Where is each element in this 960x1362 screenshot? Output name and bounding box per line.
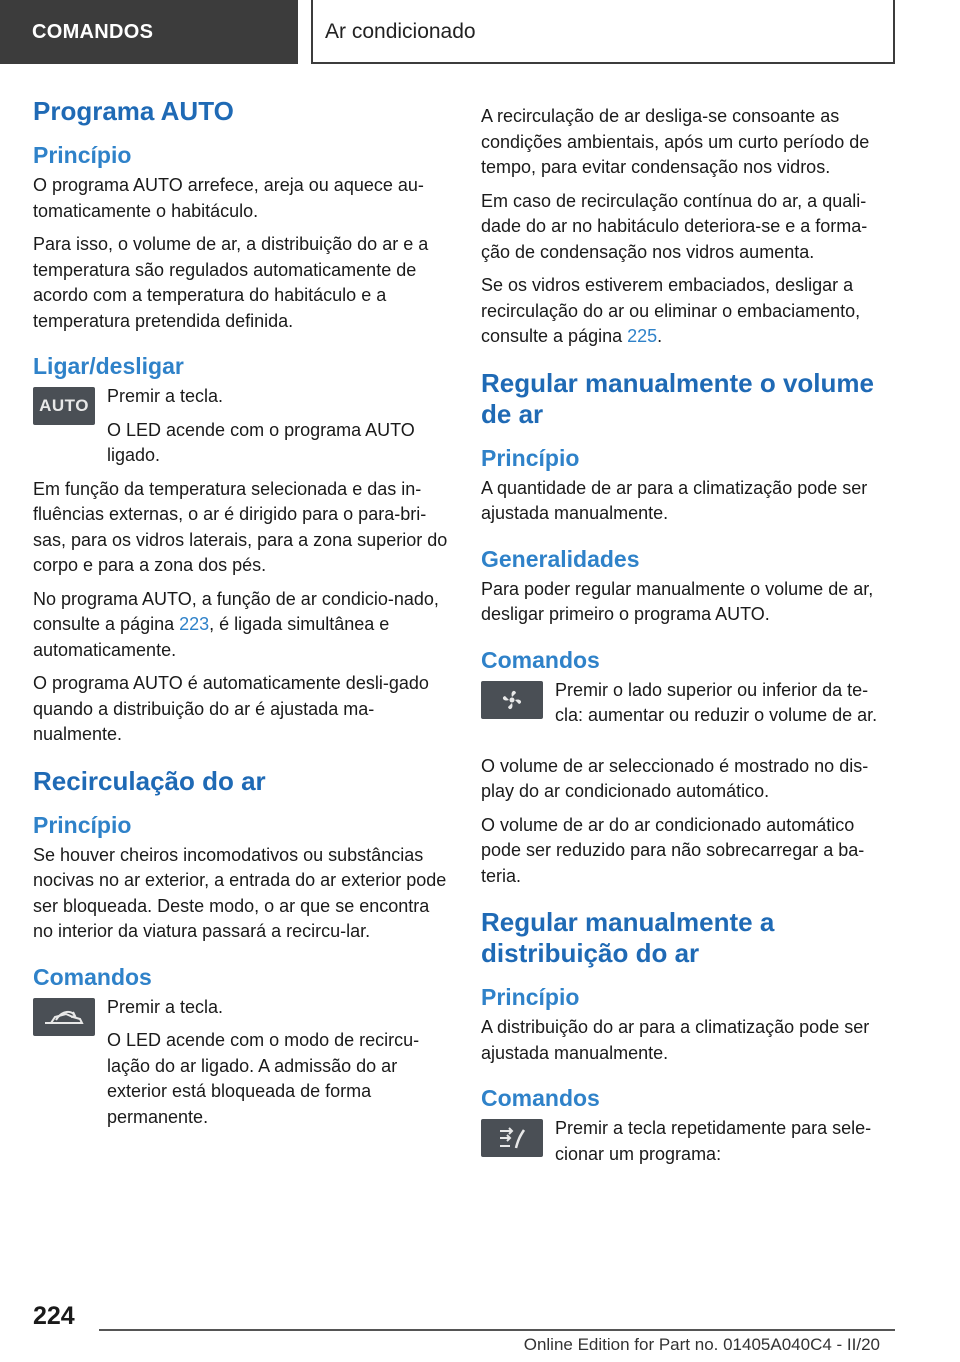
page-link-223[interactable]: 223 [179,614,210,634]
control-distribution [481,1116,896,1184]
auto-button-icon [33,387,95,425]
subheading-comandos: Comandos [481,1085,600,1111]
heading-distribuicao: Regular manualmente a distribuição do ar [481,907,775,968]
control-text: O LED acende com o modo de recircu-lação do ar ligado. A admissão do ar exterior está bloqueada de forma permanente. [107,1030,420,1127]
heading-volume-ar: Regular manualmente o volume de ar [481,367,874,429]
control-recirc [33,995,448,1131]
fan-icon [481,681,543,719]
left-column [33,96,448,1138]
page-number: 224 [33,1302,75,1330]
subheading-principio: Princípio [33,811,132,838]
subheading-generalidades: Generalidades [481,545,640,572]
control-auto [33,384,448,469]
control-fan [481,678,896,746]
edition-note: Online Edition for Part no. 01405A040C4 - II/20 [523,1335,880,1354]
page-link-225[interactable]: 225 [627,326,658,346]
paragraph: O programa AUTO arrefece, areja ou aquece au-tomaticamente o habitáculo. [33,175,424,221]
control-text: Premir a tecla. [107,386,224,406]
subheading-ligar-desligar: Ligar/desligar [33,353,184,379]
right-column [481,104,896,1192]
auto-button-label: AUTO [39,396,89,415]
paragraph: Se os vidros estiverem embaciados, desligar a recirculação do ar ou eliminar o embaciamento, consulte a página 225. [481,275,861,346]
recirculation-icon [33,998,95,1036]
paragraph: O volume de ar seleccionado é mostrado no dis-play do ar condicionado automático. [481,755,869,801]
chapter-title: Ar condicionado [311,0,895,64]
paragraph: Em função da temperatura selecionada e das in-fluências externas, o ar é dirigido para o para-bri-sas, para os vidros laterais, para a zona superior do corpo e para a zona dos pés. [33,478,448,575]
paragraph: O volume de ar do ar condicionado automático pode ser reduzido para não sobrecarregar a ba-teria. [481,814,865,886]
subheading-comandos: Comandos [481,646,600,673]
paragraph: Se houver cheiros incomodativos ou substâncias nocivas no ar exterior, a entrada do ar exterior pode ser bloqueada. Deste modo, o ar que se encontra no interior da viatura passará a recircu-lar. [33,844,447,941]
paragraph: A distribuição do ar para a climatização pode ser ajustada manualmente. [481,1017,870,1063]
page-header [0,0,960,66]
paragraph: A recirculação de ar desliga-se consoante as condições ambientais, após um curto período de tempo, para evitar condensação nos vidros. [481,106,870,177]
paragraph: A quantidade de ar para a climatização pode ser ajustada manualmente. [481,477,868,523]
paragraph: O programa AUTO é automaticamente desli-gado quando a distribuição do ar é ajustada ma-nualmente. [33,673,429,744]
control-text: Premir a tecla. [107,996,224,1017]
heading-recirculacao: Recirculação do ar [33,765,266,796]
control-text: Premir a tecla repetidamente para sele-cionar um programa: [555,1118,872,1164]
paragraph: Em caso de recirculação contínua do ar, a quali-dade do ar no habitáculo deteriora-se e a forma-ção de condensação nos vidros aumenta. [481,190,868,262]
air-distribution-icon [481,1119,543,1157]
subheading-principio: Princípio [481,444,580,471]
heading-programa-auto: Programa AUTO [33,96,234,126]
control-text: O LED acende com o programa AUTO ligado. [107,419,415,465]
control-text: Premir o lado superior ou inferior da te-cla: aumentar ou reduzir o volume de ar. [555,679,878,725]
subheading-comandos: Comandos [33,963,152,990]
paragraph: Para poder regular manualmente o volume de ar, desligar primeiro o programa AUTO. [481,578,874,624]
subheading-principio: Princípio [481,984,580,1010]
footer-divider [99,1329,895,1331]
paragraph: Para isso, o volume de ar, a distribuição do ar e a temperatura são regulados automaticamente de acordo com a temperatura do habitáculo e a temperatura pretendida definida. [33,234,429,331]
subheading-principio: Princípio [33,142,132,168]
section-tab: COMANDOS [0,0,298,64]
paragraph: No programa AUTO, a função de ar condicio-nado, consulte a página 223, é ligada simultânea e automaticamente. [33,588,439,660]
